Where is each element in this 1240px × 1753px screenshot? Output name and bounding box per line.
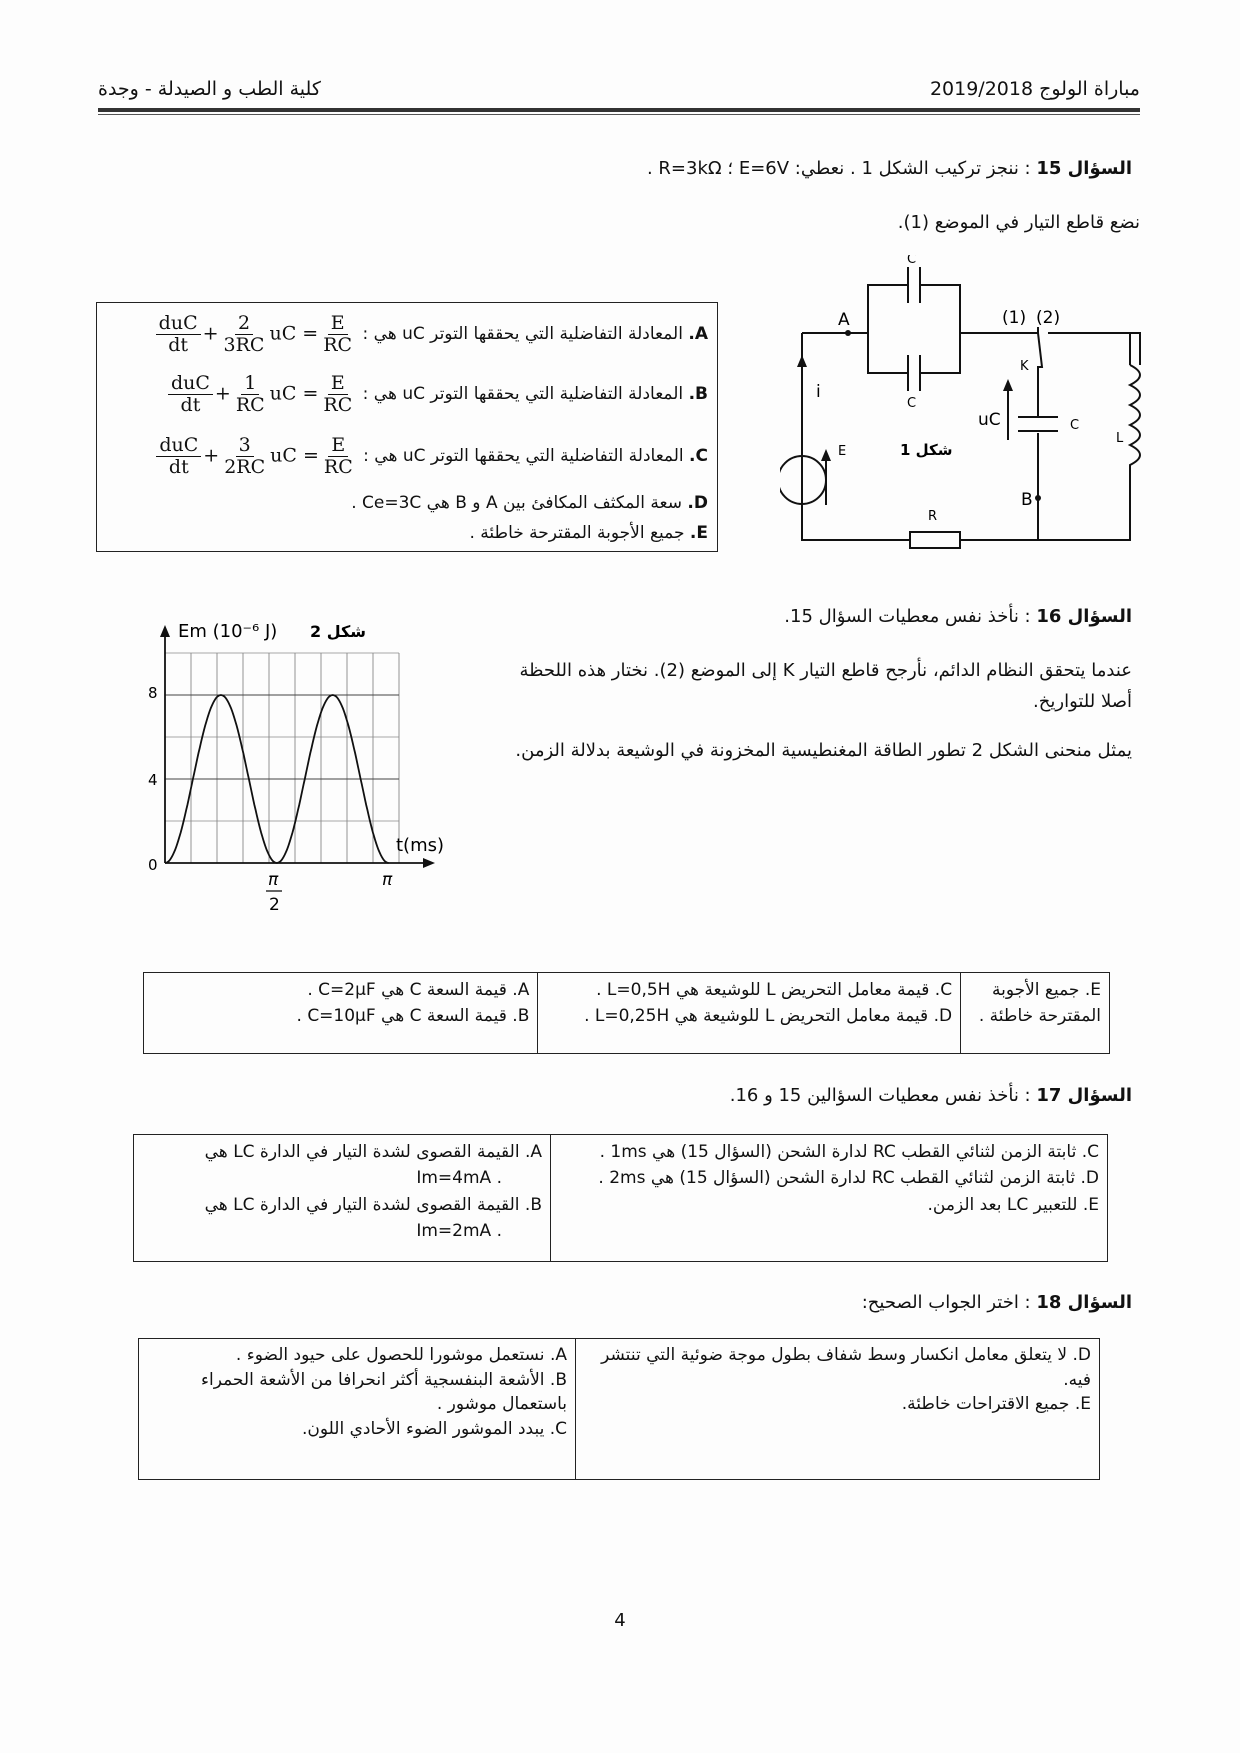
x-axis-arrow: [423, 858, 435, 868]
label-pos2: (2): [1036, 308, 1061, 328]
current-arrow-head: [797, 355, 807, 367]
q16-col-e: [961, 973, 1110, 1054]
frac-num: E: [328, 313, 348, 335]
option-letter: A.: [688, 323, 708, 344]
q17-option-d[interactable]: D. ثابتة الزمن لثنائي القطب RC لدارة الشحن (السؤال 15) هي 2ms .: [598, 1168, 1099, 1189]
node-a: [845, 330, 851, 336]
frac-num: duC: [156, 435, 201, 457]
q17-label: السؤال 17: [1036, 1085, 1132, 1106]
label-pos1: (1): [1002, 308, 1027, 328]
q18-statement: [700, 1292, 1132, 1313]
q15-option-c[interactable]: [104, 428, 708, 484]
y-tick-4: 4: [148, 771, 158, 789]
q15-statement: [560, 158, 1132, 179]
energy-chart: [130, 615, 470, 920]
eq-mid: uC =: [269, 322, 319, 344]
chart-title: شكل 2: [310, 622, 367, 641]
x-tick-pi-over-2-den: 2: [269, 895, 280, 915]
label-c-right: C: [1070, 418, 1080, 433]
option-text: سعة المكثف المكافئ بين A و B هي Ce=3C .: [351, 493, 682, 513]
q16-option-b[interactable]: B. قيمة السعة C هي C=10μF .: [296, 1006, 530, 1027]
frac-den: dt: [168, 455, 189, 478]
frac-num: E: [328, 435, 348, 457]
q16-option-a[interactable]: A. قيمة السعة C هي C=2μF .: [307, 980, 530, 1000]
frac-num: 1: [241, 373, 259, 395]
label-l: L: [1116, 431, 1124, 446]
equation: $\frac{\text{duC}}{dt}$ + $\frac{2}{3RC}$ uC = $\frac{E}{RC}$: [154, 313, 357, 356]
frac-num: E: [328, 373, 348, 395]
frac-num: duC: [168, 373, 213, 395]
q15-option-d[interactable]: [104, 492, 708, 515]
label-c-top: C: [907, 255, 917, 267]
y-axis-arrow: [160, 625, 170, 637]
q18-col-de: [576, 1339, 1100, 1480]
q17-option-a[interactable]: [142, 1139, 542, 1192]
q17-option-a-line2: . Im=4mA: [416, 1168, 502, 1189]
q17-statement: [700, 1085, 1132, 1106]
eq-mid: uC =: [269, 382, 319, 404]
q16-col-cd: [538, 973, 961, 1054]
q16-text: : نأخذ نفس معطيات السؤال 15.: [784, 606, 1037, 627]
option-letter: B.: [688, 383, 708, 404]
q17-option-b[interactable]: [142, 1192, 542, 1245]
option-letter: C.: [689, 445, 708, 466]
q17-col-cde: [551, 1135, 1108, 1262]
frac-den: dt: [168, 333, 189, 356]
frac-den: 2RC: [224, 455, 266, 478]
frac-num: 2: [235, 313, 253, 335]
option-text: جميع الأجوبة المقترحة خاطئة .: [469, 523, 685, 543]
q15-option-e[interactable]: [104, 522, 708, 545]
header-rule-thin: [98, 114, 1140, 115]
option-letter: D.: [687, 493, 708, 513]
circuit-diagram: [780, 255, 1180, 555]
q17-options-table: [133, 1134, 1108, 1262]
frac-den: RC: [235, 393, 265, 416]
q16-options-table: [143, 972, 1110, 1054]
x-axis-label: t(ms): [396, 835, 445, 856]
capacitor-right: [1018, 417, 1058, 431]
header-left: كلية الطب و الصيدلة - وجدة: [98, 78, 321, 100]
q17-option-a-line1: A. القيمة القصوى لشدة التيار في الدارة LC هي: [204, 1142, 542, 1162]
option-letter: E.: [689, 523, 708, 543]
uc-arrow-head: [1003, 379, 1013, 391]
e-arrow-head: [821, 449, 831, 461]
label-a: A: [838, 310, 850, 330]
y-tick-8: 8: [148, 684, 158, 702]
q16-option-d[interactable]: D. قيمة معامل التحريض L للوشيعة هي L=0,25H .: [584, 1006, 953, 1027]
inductor-coil: [1130, 365, 1140, 495]
header-right: مباراة الولوج 2019/2018: [929, 78, 1140, 100]
q15-line2: نضع قاطع التيار في الموضع (1).: [897, 212, 1140, 233]
q18-text: : اختر الجواب الصحيح:: [861, 1292, 1037, 1313]
q16-option-e[interactable]: E. جميع الأجوبة المقترحة خاطئة .: [978, 980, 1101, 1027]
q16-col-ab: [144, 973, 538, 1054]
x-tick-pi-over-2-num: π: [268, 870, 279, 890]
frac-den: dt: [180, 393, 201, 416]
q18-options-table: [138, 1338, 1100, 1480]
node-b: [1035, 495, 1041, 501]
option-text: المعادلة التفاضلية التي يحققها التوتر uC هي :: [363, 445, 684, 466]
frac-num: 3: [236, 435, 254, 457]
q17-option-b-line2: . Im=2mA: [416, 1221, 502, 1242]
x-tick-pi: π: [382, 870, 393, 890]
label-k: K: [1020, 359, 1029, 374]
q18-option-c[interactable]: C. يبدد الموشور الضوء الأحادي اللون.: [301, 1418, 567, 1439]
label-b: B: [1021, 490, 1033, 510]
q18-label: السؤال 18: [1036, 1292, 1132, 1313]
label-r: R: [928, 509, 938, 524]
resistor: [910, 532, 960, 548]
frac-den: RC: [323, 455, 353, 478]
q17-option-b-line1: B. القيمة القصوى لشدة التيار في الدارة LC هي: [204, 1194, 542, 1215]
q17-text: : نأخذ نفس معطيات السؤالين 15 و 16.: [729, 1085, 1037, 1106]
frac-den: 3RC: [223, 333, 265, 356]
y-axis-label: Em (10⁻⁶ J): [178, 621, 278, 642]
eq-mid: uC =: [270, 444, 319, 466]
label-uc: uC: [978, 410, 1001, 430]
y-tick-0: 0: [148, 856, 158, 874]
q17-col-ab: [134, 1135, 551, 1262]
frac-den: RC: [323, 333, 353, 356]
q15-option-b[interactable]: [104, 366, 708, 422]
page-number: 4: [614, 1610, 626, 1631]
q15-text: : ننجز تركيب الشكل 1 . نعطي: E=6V ؛ R=3kΩ .: [646, 158, 1037, 179]
q15-label: السؤال 15: [1036, 158, 1132, 179]
frac-den: RC: [323, 393, 353, 416]
label-i: i: [816, 382, 821, 402]
header-rule: [98, 108, 1140, 112]
q16-para2: يمثل منحنى الشكل 2 تطور الطاقة المغنطيسية المخزونة في الوشيعة بدلالة الزمن.: [515, 740, 1132, 761]
q16-statement: [700, 606, 1132, 627]
equation: $\frac{\text{duC}}{dt}$ + $\frac{3}{2RC}$ uC = $\frac{E}{RC}$: [154, 435, 357, 478]
equation: $\frac{\text{duC}}{dt}$ + $\frac{1}{RC}$ uC = $\frac{E}{RC}$: [166, 373, 357, 416]
q16-para1: عندما يتحقق النظام الدائم، نأرجح قاطع التيار K إلى الموضع (2). نختار هذه اللحظة أصلا للتواريخ.: [519, 660, 1132, 712]
capacitor-top: [908, 267, 920, 303]
label-c-mid: C: [907, 396, 917, 411]
q18-option-a[interactable]: A. نستعمل موشورا للحصول على حيود الضوء .: [235, 1345, 567, 1365]
left-bottom-wire: [802, 333, 1130, 540]
label-e: E: [838, 444, 847, 459]
option-text: المعادلة التفاضلية التي يحققها التوتر uC هي :: [362, 383, 684, 404]
q16-label: السؤال 16: [1036, 606, 1132, 627]
q17-option-e[interactable]: E. للتعبير LC بعد الزمن.: [927, 1194, 1099, 1215]
fig1-label: شكل 1: [900, 441, 953, 459]
q16-option-c[interactable]: C. قيمة معامل التحريض L للوشيعة هي L=0,5H .: [596, 980, 953, 1000]
q17-option-c[interactable]: C. ثابتة الزمن لثنائي القطب RC لدارة الشحن (السؤال 15) هي 1ms .: [599, 1142, 1099, 1162]
q18-option-d[interactable]: D. لا يتعلق معامل انكسار وسط شفاف بطول موجة ضوئية التي تنتشر فيه.: [601, 1345, 1091, 1390]
frac-num: duC: [156, 313, 201, 335]
q18-option-e[interactable]: E. جميع الاقتراحات خاطئة.: [901, 1394, 1091, 1415]
chart-grid: [165, 653, 399, 863]
q15-option-a[interactable]: [104, 306, 708, 362]
q18-option-b[interactable]: B. الأشعة البنفسجية أكثر انحرافا من الأشعة الحمراء باستعمال موشور .: [200, 1369, 567, 1415]
q18-col-abc: [139, 1339, 576, 1480]
option-text: المعادلة التفاضلية التي يحققها التوتر uC هي :: [362, 323, 683, 344]
capacitor-bottom: [908, 355, 920, 391]
